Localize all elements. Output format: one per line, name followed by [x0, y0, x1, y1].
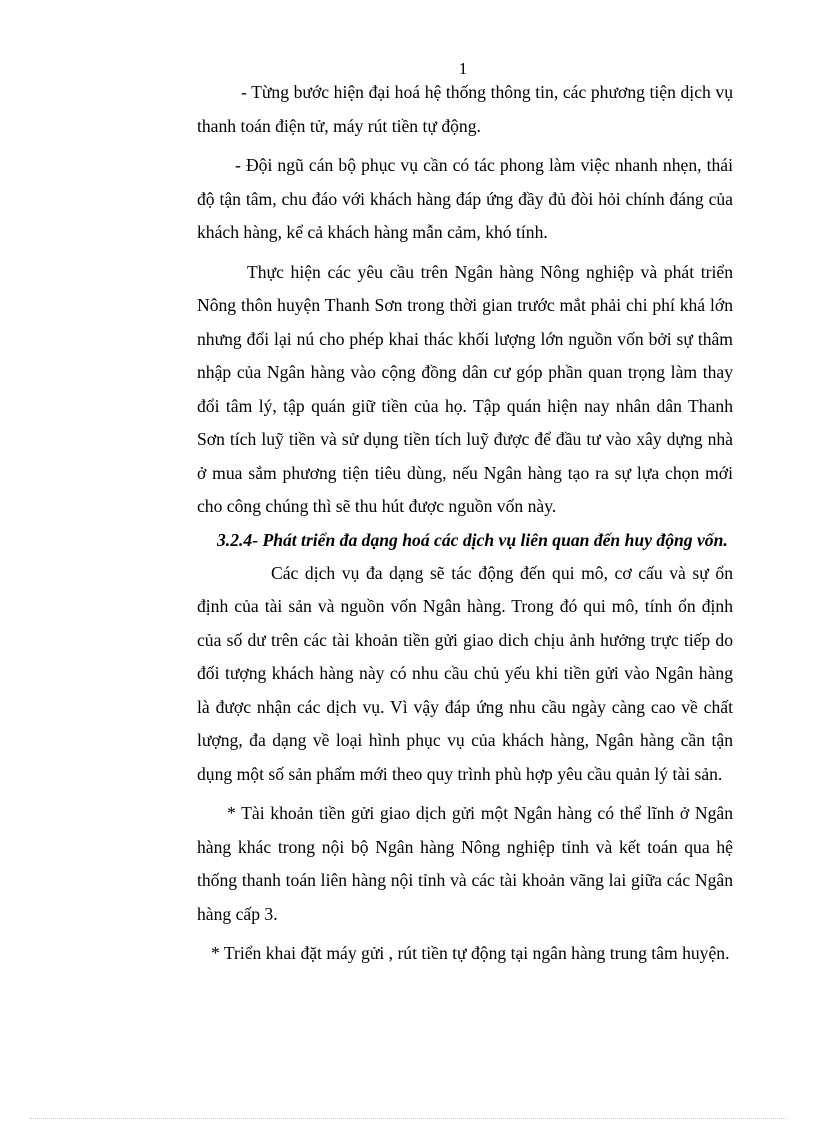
section-heading: 3.2.4- Phát triển đa dạng hoá các dịch vụ liên quan đến huy động vốn.: [217, 529, 728, 550]
paragraph-bullet-staff: - Đội ngũ cán bộ phục vụ cần có tác phong làm việc nhanh nhẹn, thái độ tận tâm, chu đáo với khách hàng đáp ứng đầy đủ đòi hỏi chính đáng của khách hàng, kể cả khách hàng mẫn cảm, khó tính.: [197, 155, 733, 242]
paragraph-bullet-modernize: - Từng bước hiện đại hoá hệ thống thông tin, các phương tiện dịch vụ thanh toán điện tử, máy rút tiền tự động.: [197, 82, 733, 136]
document-body: [197, 76, 733, 977]
paragraph-implementation: Thực hiện các yêu cầu trên Ngân hàng Nông nghiệp và phát triển Nông thôn huyện Thanh Sơn trong thời gian trước mắt phải chi phí khá lớn nhưng đổi lại nú cho phép khai thác khối lượng lớn nguồn vốn bởi sự thâm nhập của Ngân hàng vào cộng đồng dân cư góp phần quan trọng làm thay đổi tâm lý, tập quán giữ tiền của họ. Tập quán hiện nay nhân dân Thanh Sơn tích luỹ tiền và sử dụng tiền tích luỹ được để đầu tư vào xây dựng nhà ở mua sắm phương tiện tiêu dùng, nếu Ngân hàng tạo ra sự lựa chọn mới cho công chúng thì sẽ thu hút được nguồn vốn này.: [197, 261, 733, 516]
paragraph-deposit-account: * Tài khoản tiền gửi giao dịch gửi một Ngân hàng có thể lĩnh ở Ngân hàng khác trong nội bộ Ngân hàng Nông nghiệp tỉnh và kết toán qua hệ thống thanh toán liên hàng nội tỉnh và các tài khoản vãng lai giữa các Ngân hàng cấp 3.: [197, 803, 733, 924]
paragraph-atm-deploy: * Triển khai đặt máy gửi , rút tiền tự động tại ngân hàng trung tâm huyện.: [211, 943, 730, 963]
paragraph-diverse-services: Các dịch vụ đa dạng sẽ tác động đến qui mô, cơ cấu và sự ổn định của tài sản và nguồn vốn Ngân hàng. Trong đó qui mô, tính ổn định của số dư trên các tài khoản tiền gửi giao dich chịu ảnh hưởng trực tiếp do đối tượng khách hàng này có nhu cầu chủ yếu khi tiền gửi vào Ngân hàng là được nhận các dịch vụ. Vì vậy đáp ứng nhu cầu ngày càng cao về chất lượng, đa dạng về loại hình phục vụ của khách hàng, Ngân hàng cần tận dụng một số sản phẩm mới theo quy trình phù hợp yêu cầu quản lý tài sản.: [197, 562, 733, 784]
page-number: 1: [458, 59, 468, 78]
page-bottom-divider: [30, 1118, 786, 1119]
